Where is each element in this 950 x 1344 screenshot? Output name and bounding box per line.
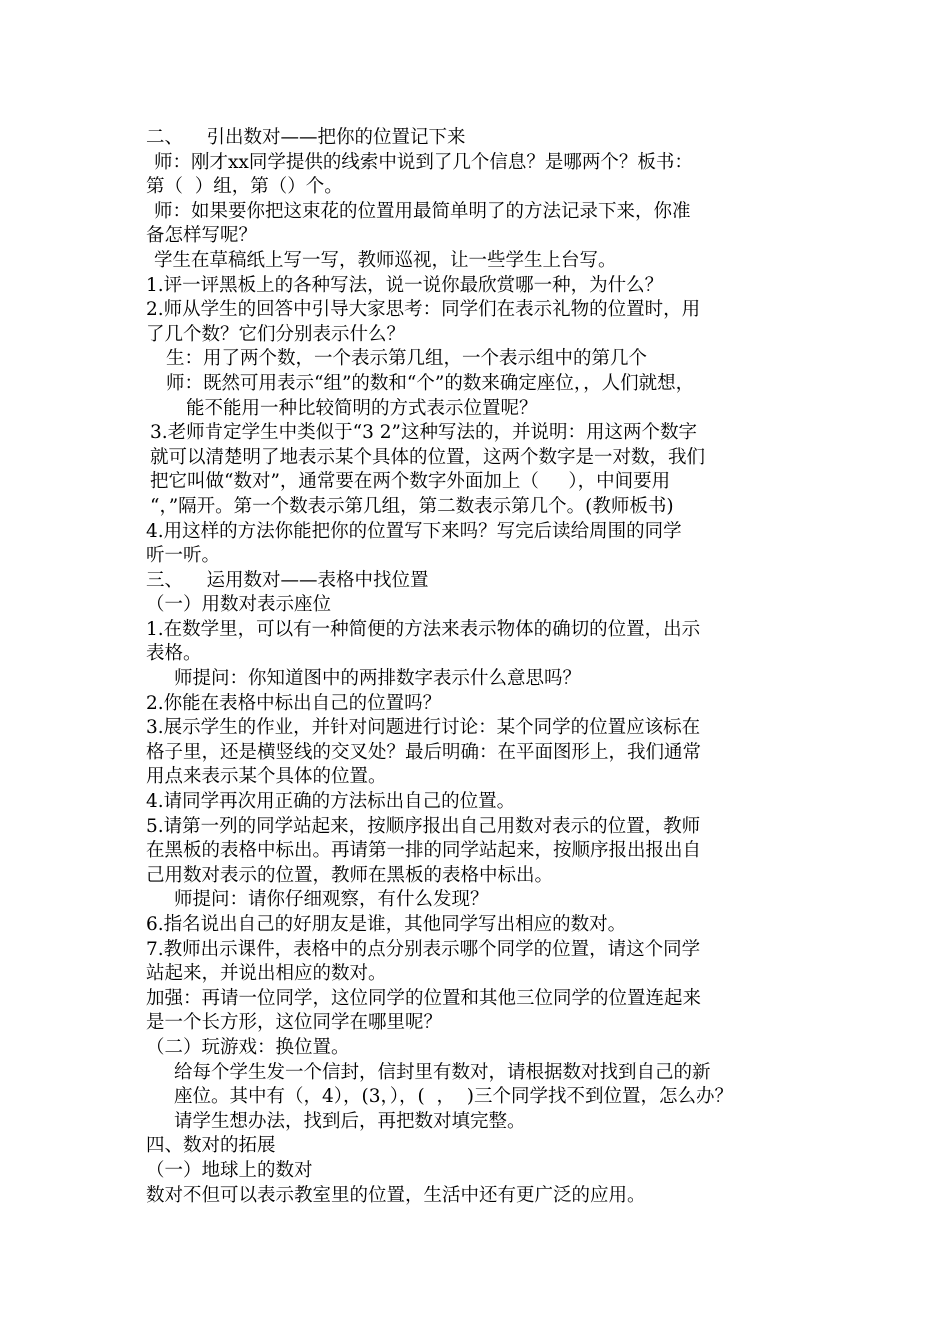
document-line: 3.展示学生的作业，并针对问题进行讨论：某个同学的位置应该标在 (146, 717, 701, 739)
document-line: 把它叫做“数对”，通常要在两个数字外面加上（ ），中间要用 (150, 471, 671, 493)
document-line: （一）地球上的数对 (146, 1159, 313, 1181)
document-line: 2.你能在表格中标出自己的位置吗？ (146, 692, 442, 714)
document-line: 在黑板的表格中标出。再请第一排的同学站起来，按顺序报出报出自 (146, 840, 702, 862)
document-line: 4.用这样的方法你能把你的位置写下来吗？写完后读给周围的同学 (146, 520, 682, 542)
document-line: 师提问：你知道图中的两排数字表示什么意思吗？ (174, 668, 582, 690)
document-line: 请学生想办法，找到后，再把数对填完整。 (174, 1110, 526, 1132)
document-line: 己用数对表示的位置，教师在黑板的表格中标出。 (146, 864, 554, 886)
document-line: 四、数对的拓展 (146, 1135, 276, 1157)
document-line: 了几个数？它们分别表示什么？ (146, 323, 406, 345)
document-line: 4.请同学再次用正确的方法标出自己的位置。 (146, 791, 516, 813)
document-line: 数对不但可以表示教室里的位置，生活中还有更广泛的应用。 (146, 1184, 646, 1206)
document-line: 师：如果要你把这束花的位置用最简单明了的方法记录下来，你准 (154, 200, 691, 222)
document-line: 师：刚才xx同学提供的线索中说到了几个信息？是哪两个？板书： (154, 151, 693, 173)
document-line: （一）用数对表示座位 (146, 594, 332, 616)
document-line: 能不能用一种比较简明的方式表示位置呢？ (186, 397, 538, 419)
document-line: 表格。 (146, 643, 202, 665)
document-line: 2.师从学生的回答中引导大家思考：同学们在表示礼物的位置时，用 (146, 299, 701, 321)
document-line: 师：既然可用表示“组”的数和“个”的数来确定座位，，人们就想， (166, 372, 695, 394)
document-line: 第（ ）组，第（）个。 (146, 176, 343, 198)
document-line: 学生在草稿纸上写一写，教师巡视，让一些学生上台写。 (154, 249, 617, 271)
document-line: 6.指名说出自己的好朋友是谁，其他同学写出相应的数对。 (146, 914, 627, 935)
document-line: 格子里，还是横竖线的交叉处？最后明确：在平面图形上，我们通常 (146, 741, 702, 763)
document-line: 站起来，并说出相应的数对。 (146, 963, 387, 985)
document-line: 生：用了两个数，一个表示第几组，一个表示组中的第几个 (166, 348, 648, 370)
document-line: 3.老师肯定学生中类似于“3 2”这种写法的，并说明：用这两个数字 (150, 422, 697, 444)
document-line: 1.在数学里，可以有一种简便的方法来表示物体的确切的位置，出示 (146, 618, 701, 640)
document-line: 加强：再请一位同学，这位同学的位置和其他三位同学的位置连起来 (146, 987, 702, 1009)
document-line: 师提问：请你仔细观察，有什么发现？ (174, 889, 489, 911)
document-line: 备怎样写呢？ (146, 225, 258, 247)
document-line: 用点来表示某个具体的位置。 (146, 766, 387, 788)
document-line: “，”隔开。第一个数表示第几组，第二数表示第几个。(教师板书) (150, 495, 674, 517)
document-line: 座位。其中有（，4），(3，），( ， )三个同学找不到位置，怎么办？ (174, 1086, 733, 1108)
document-line: 1.评一评黑板上的各种写法，说一说你最欣赏哪一种，为什么？ (146, 274, 664, 296)
document-line: （二）玩游戏：换位置。 (146, 1036, 350, 1058)
document-line: 5.请第一列的同学站起来，按顺序报出自己用数对表示的位置，教师 (146, 815, 701, 837)
document-line: 是一个长方形，这位同学在哪里呢？ (146, 1012, 443, 1034)
document-line: 二、 引出数对——把你的位置记下来 (146, 127, 466, 148)
document-line: 给每个学生发一个信封，信封里有数对，请根据数对找到自己的新 (174, 1061, 711, 1083)
document-line: 就可以清楚明了地表示某个具体的位置，这两个数字是一对数，我们 (150, 446, 706, 468)
document-line: 听一听。 (146, 545, 221, 567)
document-line: 三、 运用数对——表格中找位置 (146, 569, 429, 591)
document-body (146, 126, 816, 1208)
document-line: 7.教师出示课件，表格中的点分别表示哪个同学的位置，请这个同学 (146, 938, 701, 960)
